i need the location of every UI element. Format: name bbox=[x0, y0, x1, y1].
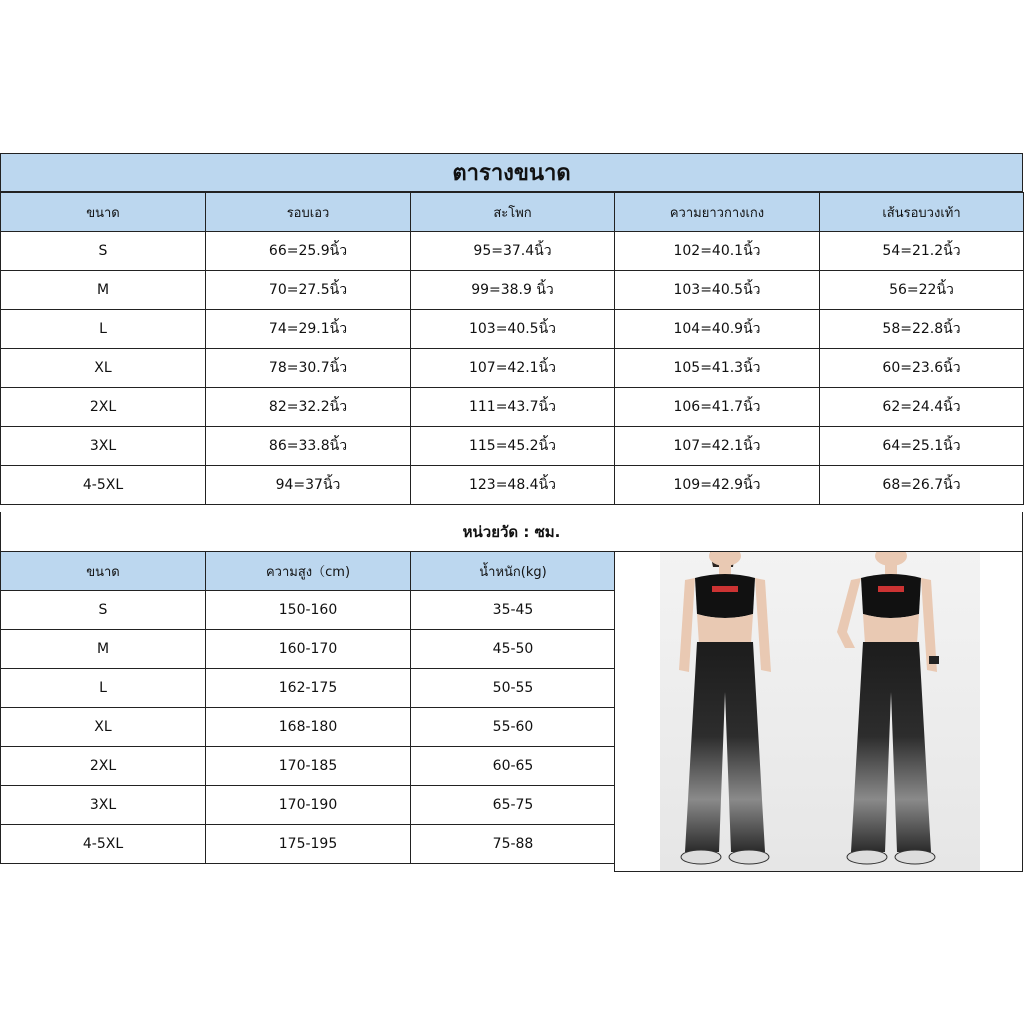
model-illustration bbox=[615, 552, 1022, 871]
fit-cell: 170-190 bbox=[206, 786, 411, 825]
fit-cell: M bbox=[1, 630, 206, 669]
fit-row bbox=[1, 708, 616, 747]
measurement-cell: 95=37.4นิ้ว bbox=[411, 232, 615, 271]
measurement-cell: 107=42.1นิ้ว bbox=[615, 427, 820, 466]
measurement-row bbox=[1, 232, 1024, 271]
measurement-cell: 3XL bbox=[1, 427, 206, 466]
header-leg-opening: เส้นรอบวงเท้า bbox=[820, 193, 1024, 232]
measurement-cell: 123=48.4นิ้ว bbox=[411, 466, 615, 505]
measurement-cell: 64=25.1นิ้ว bbox=[820, 427, 1024, 466]
header-waist: รอบเอว bbox=[206, 193, 411, 232]
measurement-cell: 99=38.9 นิ้ว bbox=[411, 271, 615, 310]
measurement-cell: XL bbox=[1, 349, 206, 388]
measurement-row bbox=[1, 427, 1024, 466]
fit-cell: 75-88 bbox=[411, 825, 616, 864]
fit-cell: 162-175 bbox=[206, 669, 411, 708]
header-hip: สะโพก bbox=[411, 193, 615, 232]
product-photo bbox=[614, 551, 1023, 872]
fit-cell: 2XL bbox=[1, 747, 206, 786]
measurement-cell: 60=23.6นิ้ว bbox=[820, 349, 1024, 388]
measurement-cell: 70=27.5นิ้ว bbox=[206, 271, 411, 310]
measurement-cell: S bbox=[1, 232, 206, 271]
measurement-row bbox=[1, 466, 1024, 505]
measurement-cell: 94=37นิ้ว bbox=[206, 466, 411, 505]
fit-cell: 168-180 bbox=[206, 708, 411, 747]
measurement-cell: 54=21.2นิ้ว bbox=[820, 232, 1024, 271]
measurement-cell: 2XL bbox=[1, 388, 206, 427]
fit-header-row bbox=[1, 552, 616, 591]
measurement-cell: 111=43.7นิ้ว bbox=[411, 388, 615, 427]
fit-cell: 150-160 bbox=[206, 591, 411, 630]
fit-cell: 55-60 bbox=[411, 708, 616, 747]
measurement-cell: 103=40.5นิ้ว bbox=[615, 271, 820, 310]
measurement-header-row bbox=[1, 193, 1024, 232]
measurement-cell: 62=24.4นิ้ว bbox=[820, 388, 1024, 427]
measurement-cell: 115=45.2นิ้ว bbox=[411, 427, 615, 466]
fit-cell: S bbox=[1, 591, 206, 630]
fit-row bbox=[1, 630, 616, 669]
fit-row bbox=[1, 825, 616, 864]
fit-cell: L bbox=[1, 669, 206, 708]
measurement-row bbox=[1, 271, 1024, 310]
measurement-cell: 107=42.1นิ้ว bbox=[411, 349, 615, 388]
measurement-row bbox=[1, 349, 1024, 388]
fit-cell: 4-5XL bbox=[1, 825, 206, 864]
fit-table bbox=[0, 551, 616, 864]
measurement-cell: 74=29.1นิ้ว bbox=[206, 310, 411, 349]
chart-title: ตารางขนาด bbox=[0, 153, 1023, 192]
measurement-cell: 103=40.5นิ้ว bbox=[411, 310, 615, 349]
fit-row bbox=[1, 747, 616, 786]
fit-cell: 170-185 bbox=[206, 747, 411, 786]
unit-note: หน่วยวัด : ซม. bbox=[0, 512, 1023, 552]
fit-cell: 160-170 bbox=[206, 630, 411, 669]
measurement-cell: 58=22.8นิ้ว bbox=[820, 310, 1024, 349]
measurement-cell: 68=26.7นิ้ว bbox=[820, 466, 1024, 505]
header-length: ความยาวกางเกง bbox=[615, 193, 820, 232]
size-chart bbox=[0, 153, 1024, 872]
measurement-table bbox=[0, 192, 1024, 505]
fit-cell: 175-195 bbox=[206, 825, 411, 864]
measurement-cell: 105=41.3นิ้ว bbox=[615, 349, 820, 388]
fit-cell: 3XL bbox=[1, 786, 206, 825]
header-size: ขนาด bbox=[1, 552, 206, 591]
measurement-cell: L bbox=[1, 310, 206, 349]
fit-cell: 50-55 bbox=[411, 669, 616, 708]
measurement-cell: 102=40.1นิ้ว bbox=[615, 232, 820, 271]
fit-row bbox=[1, 669, 616, 708]
measurement-cell: 78=30.7นิ้ว bbox=[206, 349, 411, 388]
fit-cell: 65-75 bbox=[411, 786, 616, 825]
measurement-cell: 106=41.7นิ้ว bbox=[615, 388, 820, 427]
header-size: ขนาด bbox=[1, 193, 206, 232]
fit-row bbox=[1, 786, 616, 825]
fit-cell: 35-45 bbox=[411, 591, 616, 630]
measurement-cell: 66=25.9นิ้ว bbox=[206, 232, 411, 271]
measurement-cell: 104=40.9นิ้ว bbox=[615, 310, 820, 349]
header-height: ความสูง（cm) bbox=[206, 552, 411, 591]
measurement-row bbox=[1, 388, 1024, 427]
fit-cell: XL bbox=[1, 708, 206, 747]
measurement-cell: M bbox=[1, 271, 206, 310]
measurement-cell: 109=42.9นิ้ว bbox=[615, 466, 820, 505]
measurement-cell: 86=33.8นิ้ว bbox=[206, 427, 411, 466]
measurement-cell: 4-5XL bbox=[1, 466, 206, 505]
header-weight: น้ำหนัก(kg) bbox=[411, 552, 616, 591]
measurement-row bbox=[1, 310, 1024, 349]
measurement-cell: 82=32.2นิ้ว bbox=[206, 388, 411, 427]
fit-row bbox=[1, 591, 616, 630]
fit-cell: 45-50 bbox=[411, 630, 616, 669]
fit-cell: 60-65 bbox=[411, 747, 616, 786]
measurement-cell: 56=22นิ้ว bbox=[820, 271, 1024, 310]
